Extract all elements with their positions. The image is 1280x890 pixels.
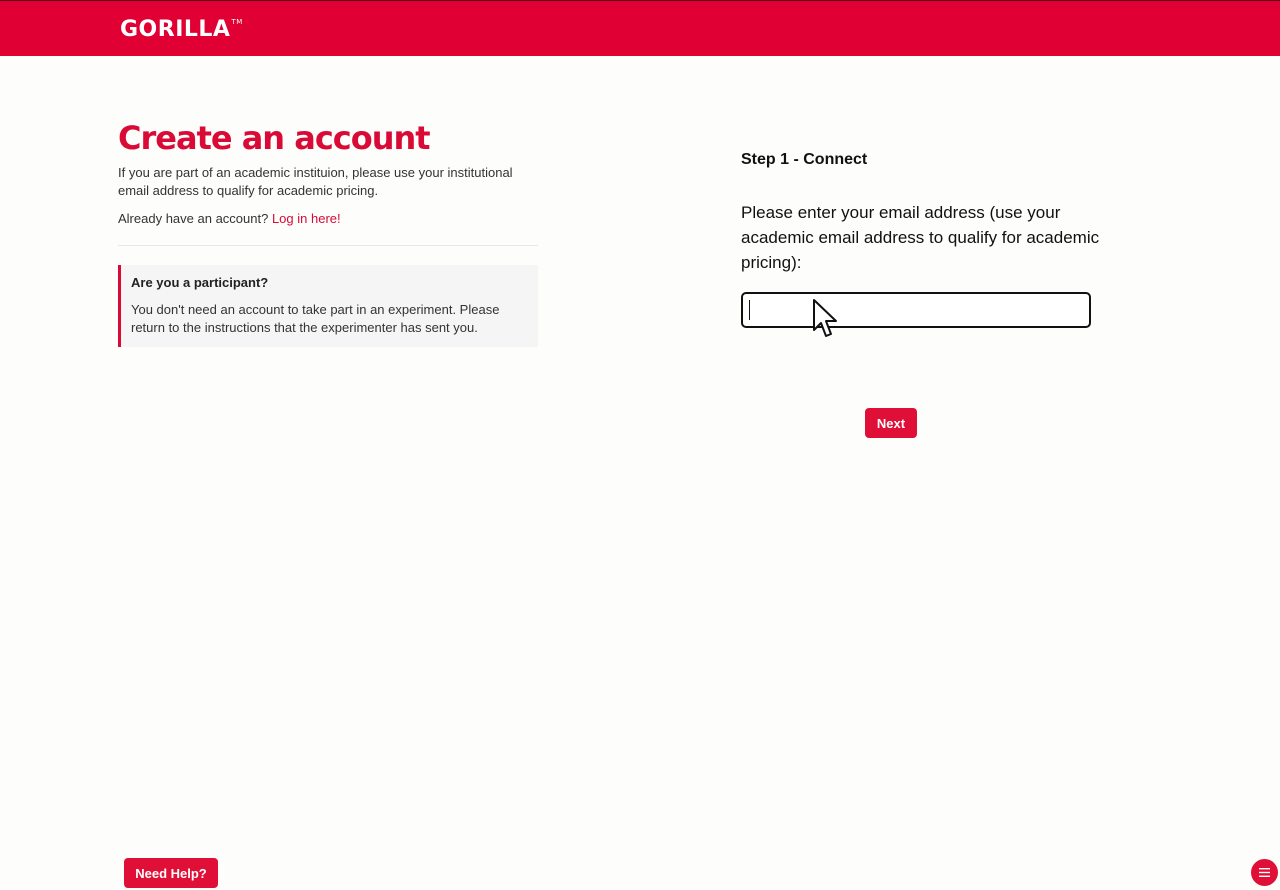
need-help-button[interactable]: Need Help? [124, 858, 218, 888]
participant-notice [118, 265, 538, 347]
email-input[interactable] [741, 292, 1091, 328]
logo-text: GORILLA [120, 17, 231, 42]
mouse-pointer-icon [812, 298, 840, 340]
divider [118, 245, 538, 246]
text-caret [749, 300, 750, 320]
login-prompt-text: Already have an account? [118, 211, 269, 226]
account-info-panel [118, 118, 538, 347]
page-title: Create an account [118, 119, 430, 157]
notice-title: Are you a participant? [131, 275, 269, 290]
menu-button[interactable] [1251, 859, 1278, 886]
gorilla-logo[interactable] [120, 19, 243, 41]
step-title: Step 1 - Connect [741, 151, 868, 168]
next-button[interactable]: Next [865, 408, 917, 438]
intro-text: If you are part of an academic instituion, please use your institutional email address to qualify for academic pricing. [118, 165, 513, 198]
login-link[interactable]: Log in here! [271, 211, 341, 226]
signup-form [741, 148, 1101, 275]
top-bar [0, 0, 1280, 56]
hamburger-icon [1259, 868, 1270, 877]
email-prompt: Please enter your email address (use your academic email address to qualify for academic pricing): [741, 203, 1100, 272]
trademark-mark: TM [231, 17, 243, 26]
login-prompt [118, 210, 538, 228]
notice-body: You don't need an account to take part in an experiment. Please return to the instructions that the experimenter has sent you. [131, 302, 500, 335]
